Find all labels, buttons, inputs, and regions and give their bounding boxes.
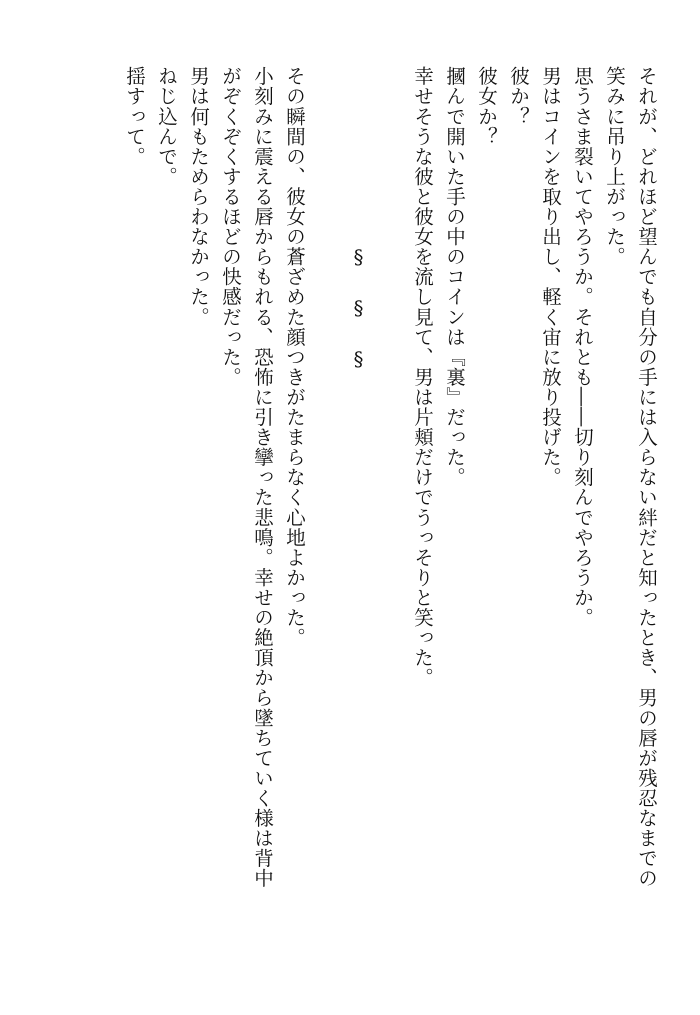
text-line: 笑みに吊り上がった。 xyxy=(603,66,626,267)
text-line: 幸せそうな彼と彼女を流し見て、男は片頬だけでうっそりと笑った。 xyxy=(411,66,434,688)
text-line: 思うさま裂いてやろうか。それとも――切り刻んでやろうか。 xyxy=(571,66,594,628)
blank-column xyxy=(374,66,406,966)
text-line: がぞくぞくするほどの快感だった。 xyxy=(219,66,242,387)
text-line: 男は何もためらわなかった。 xyxy=(187,66,210,327)
text-line: ねじ込んで。 xyxy=(155,66,178,187)
text-line: 彼女か？ xyxy=(475,66,498,147)
text-line: 彼か？ xyxy=(507,66,530,127)
text-line: 男はコインを取り出し、軽く宙に放り投げた。 xyxy=(539,66,562,488)
text-line: 揺すって。 xyxy=(123,66,146,167)
text-line: 摑んで開いた手の中のコインは『裏』だった。 xyxy=(443,66,466,488)
blank-column xyxy=(310,66,342,966)
text-line: それが、どれほど望んでも自分の手には入らない絆だと知ったとき、男の唇が残忍なまでの xyxy=(635,66,658,889)
text-line: 小刻みに震える唇からもれる、恐怖に引き攣った悲鳴。幸せの絶頂から墜ちていく様は背中 xyxy=(251,66,274,889)
section-break: §§§ xyxy=(347,246,370,399)
vertical-text-body xyxy=(118,66,662,966)
text-line: その瞬間の、彼女の蒼ざめた顔つきがたまらなく心地よかった。 xyxy=(283,66,306,648)
